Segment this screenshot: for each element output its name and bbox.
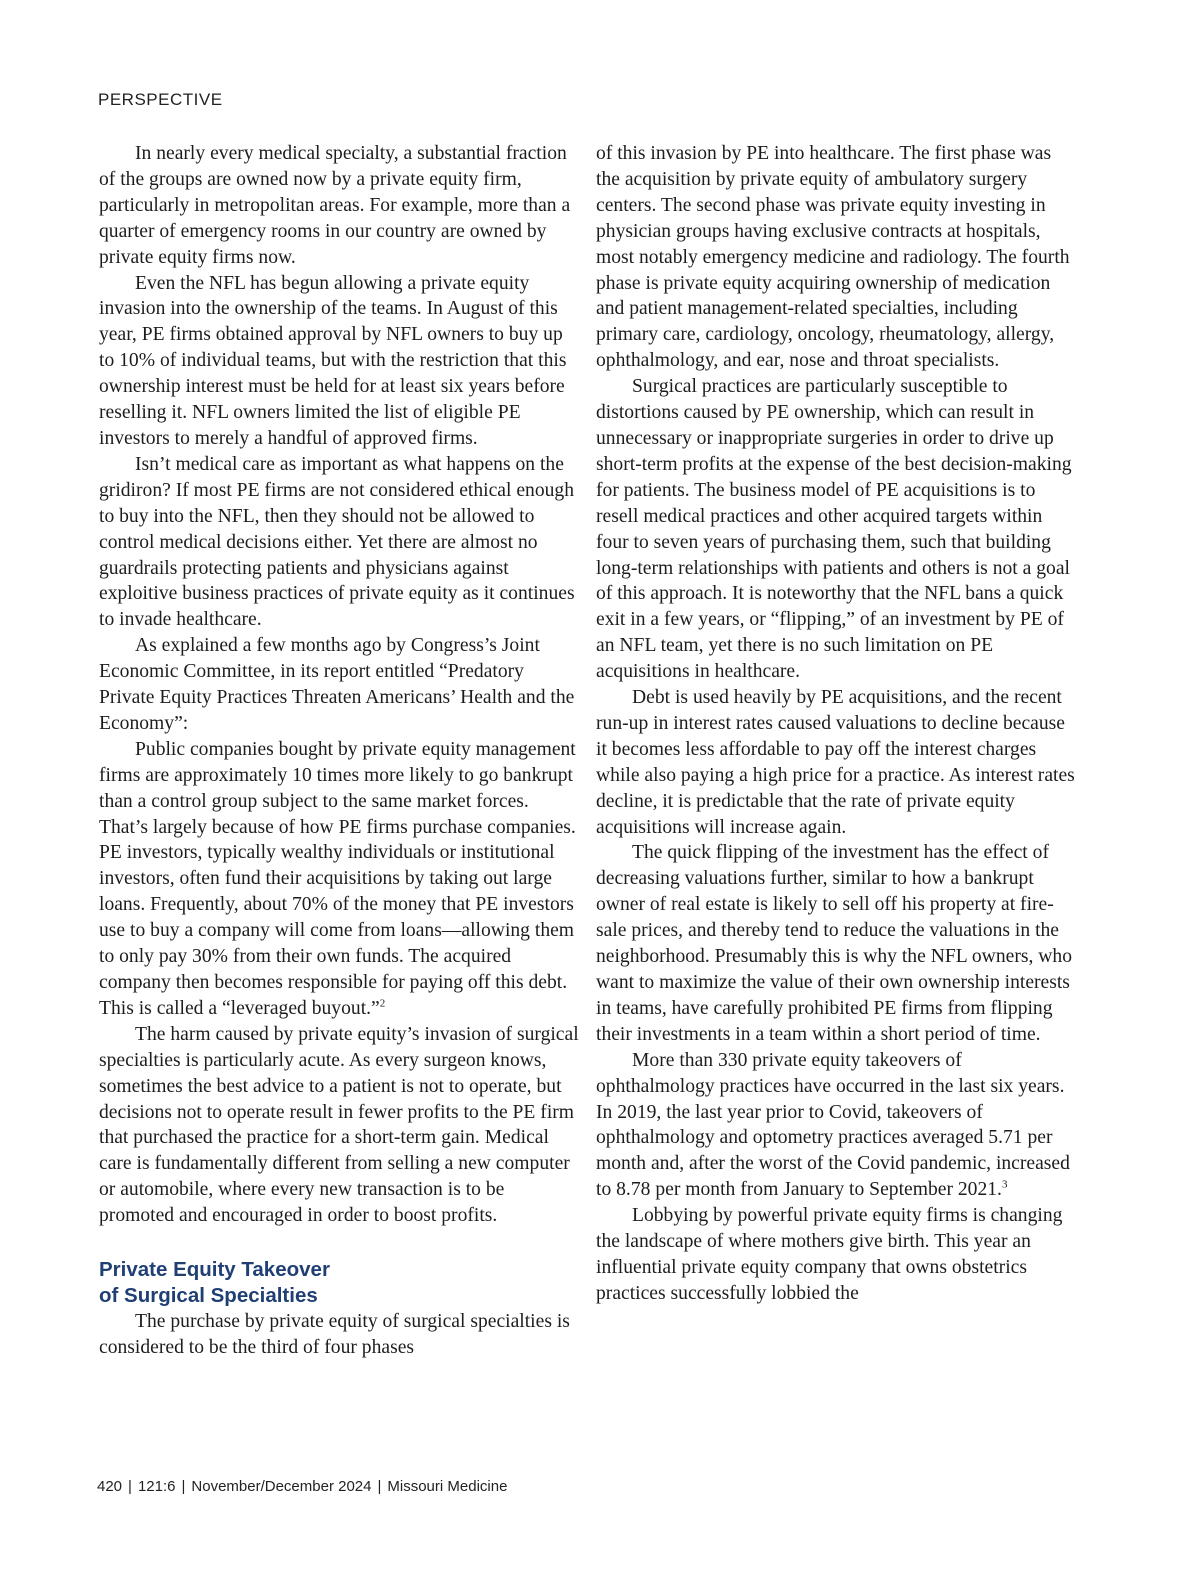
right-column [596,141,1078,1307]
footnote-ref: 2 [379,997,386,1010]
footer-separator: | [377,1478,382,1495]
paragraph: In nearly every medical specialty, a substantial fraction of the groups are owned now by a private equity firm, particularly in metropolitan areas. For example, more than a quarter of emergency rooms in our country are owned by private equity firms now. [99,143,571,268]
section-heading-line: of Surgical Specialties [99,1284,318,1308]
paragraph: The purchase by private equity of surgical specialties is considered to be the third of four phases [99,1311,570,1358]
journal-name: Missouri Medicine [387,1478,508,1495]
left-column [99,141,581,1361]
paragraph: of this invasion by PE into healthcare. The first phase was the acquisition by private equity of ambulatory surgery centers. The second phase was private equity investing in physician groups having exclusive contracts at hospitals, most notably emergency medicine and radiology. The fourth phase is private equity acquiring ownership of medication and patient management-related specialties, including primary care, cardiology, oncology, rheumatology, allergy, ophthalmology, and ear, nose and throat specialists. [596,143,1070,372]
section-heading [99,1257,581,1309]
issue-number: 121:6 [137,1478,176,1495]
paragraph: The harm caused by private equity’s invasion of surgical specialties is particularly acute. As every surgeon knows, sometimes the best advice to a patient is not to operate, but decisions not to operate result in fewer profits to the PE firm that purchased the practice for a short-term gain. Medical care is fundamentally different from selling a new computer or automobile, where every new transaction is to be promoted and encouraged in order to boost profits. [99,1023,579,1227]
paragraph [596,1048,1078,1203]
paragraph: Lobbying by powerful private equity firms is changing the landscape of where mothers give birth. This year an influential private equity company that owns obstetrics practices successfully lobbied the [596,1205,1063,1304]
page-footer [97,1478,507,1495]
page-number: 420 [97,1478,123,1495]
block-quote-text: Public companies bought by private equity management firms are approximately 10 times more likely to go bankrupt than a control group subject to the same market forces. That’s largely because of how PE firms purchase companies. PE investors, typically wealthy individuals or institutional investors, often fund their acquisitions by taking out large loans. Frequently, about 70% of the money that PE investors use to buy a company will come from loans—allowing them to only pay 30% from their own funds. The acquired company then becomes responsible for paying off this debt. This is called a “leveraged buyout.” [99,738,576,1019]
paragraph: Surgical practices are particularly susceptible to distortions caused by PE ownership, which can result in unnecessary or inappropriate surgeries in order to drive up short-term profits at the expense of the best decision-making for patients. The business model of PE acquisitions is to resell medical practices and other acquired targets within four to seven years of purchasing them, such that building long-term relationships with patients and others is not a goal of this approach. It is noteworthy that the NFL bans a quick exit in a few years, or “flipping,” of an investment by PE of an NFL team, yet there is no such limitation on PE acquisitions in healthcare. [596,376,1072,683]
paragraph: Debt is used heavily by PE acquisitions, and the recent run-up in interest rates caused valuations to decline because it becomes less affordable to pay off the interest charges while also paying a high price for a practice. As interest rates decline, it is predictable that the rate of private equity acquisitions will increase again. [596,687,1075,838]
section-label: PERSPECTIVE [98,90,223,109]
paragraph: Even the NFL has begun allowing a private equity invasion into the ownership of the teams. In August of this year, PE firms obtained approval by NFL owners to buy up to 10% of individual teams, but with the restriction that this ownership interest must be held for at least six years before reselling it. NFL owners limited the list of eligible PE investors to merely a handful of approved firms. [99,272,567,449]
paragraph: Isn’t medical care as important as what happens on the gridiron? If most PE firms are not considered ethical enough to buy into the NFL, then they should not be allowed to control medical decisions either. Yet there are almost no guardrails protecting patients and physicians against exploitive business practices of private equity as it continues to invade healthcare. [99,453,575,631]
footer-separator: | [128,1478,132,1495]
footnote-ref: 3 [1001,1178,1008,1191]
paragraph: The quick flipping of the investment has the effect of decreasing valuations further, similar to how a bankrupt owner of real estate is likely to sell off his property at fire-sale prices, and thereby tend to reduce the valuations in the neighborhood. Presumably this is why the NFL owners, who want to maximize the value of their own ownership interests in teams, have carefully prohibited PE firms from flipping their investments in a team within a short period of time. [596,842,1073,1045]
paragraph-text: More than 330 private equity takeovers of ophthalmology practices have occurred in the last six years. In 2019, the last year prior to Covid, takeovers of ophthalmology and optometry practices averaged 5.71 per month and, after the worst of the Covid pandemic, increased to 8.78 per month from January to September 2021. [596,1049,1070,1201]
footer-separator: | [181,1478,186,1495]
section-heading-line: Private Equity Takeover [99,1258,330,1282]
issue-date: November/December 2024 [191,1478,372,1495]
block-quote [99,737,581,1022]
paragraph: As explained a few months ago by Congress’s Joint Economic Committee, in its report entitled “Predatory Private Equity Practices Threaten Americans’ Health and the Economy”: [99,635,575,734]
